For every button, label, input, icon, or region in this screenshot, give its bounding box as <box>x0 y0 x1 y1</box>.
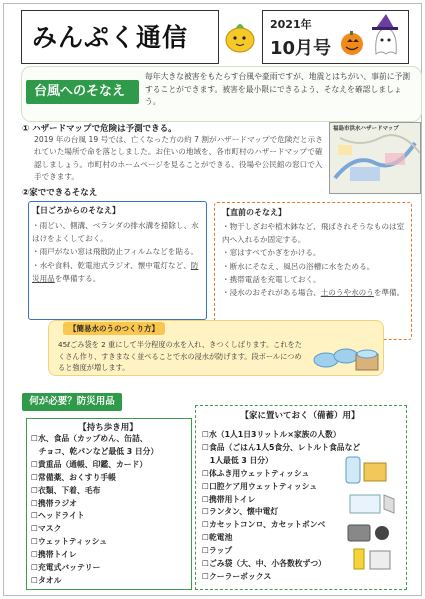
water-bag-illustration-icon <box>312 338 380 376</box>
checklist-item[interactable]: ☐ごみ袋（大、中、小各数枚ずつ） <box>202 559 326 569</box>
list-item: ・携帯電話を充電しておく。 <box>222 274 321 284</box>
issue-month: 10月号 <box>270 38 332 59</box>
hazard-map-body: 2019 年の台風 19 号では、亡くなった方の約 7 割がハザードマップで危険だと示されていた場所で命を落としました。お住いの地域を、各市町村のハザードマップで確認しましょう。市町村のホームページを見ることができる、役場や公民館の窓口で入手できます。 <box>34 135 323 182</box>
typhoon-intro-text: 毎年大きな被害をもたらす台風や豪雨ですが、地震とはちがい、事前に予測することができます。被害を最小限にできるよう、そなえを確認しましょう。 <box>145 72 411 106</box>
checklist-item[interactable]: ☐カセットコンロ、カセットボンベ <box>202 520 326 530</box>
daily-preparation-title: 【日ごろからのそなえ】 <box>32 206 120 215</box>
hazard-map-title: 福島市洪水ハザードマップ <box>333 126 399 132</box>
checklist-item[interactable]: ☐携帯トイレ <box>31 550 77 560</box>
checklist-item: 1人最低 3 日分） <box>202 455 273 465</box>
list-item: ・雨戸がない窓は飛散防止フィルムなどを貼る。 <box>32 247 199 257</box>
checklist-item[interactable]: ☐タオル <box>31 575 62 585</box>
list-item <box>32 259 202 285</box>
list-item-text: ・水や食料、乾電池式ラジオ、懐中電灯など、 <box>32 260 191 270</box>
bosai-goods-title: 何が必要？防災用品 <box>22 393 122 411</box>
checklist-item[interactable]: ☐衣類、下着、毛布 <box>31 485 101 495</box>
checklist-item[interactable]: ☐マスク <box>31 524 62 534</box>
checklist-item[interactable]: ☐常備薬、おくすり手帳 <box>31 472 116 482</box>
checklist-item: チョコ、乾パンなど最低 3 日分） <box>31 446 159 456</box>
checklist-item[interactable]: ☐ウェットティッシュ <box>31 537 108 547</box>
checklist-item[interactable]: ☐ヘッドライト <box>31 511 85 521</box>
typhoon-section-title: 台風へのそなえ <box>26 80 139 104</box>
sandbag-title: 【簡易水のうのつくり方】 <box>63 322 165 335</box>
list-item: ・雨どい、側溝、ベランダの排水溝を掃除し、水はけをよくしておく。 <box>32 221 199 244</box>
hazard-map-image <box>329 122 421 194</box>
daily-preparation-list <box>32 219 202 285</box>
checklist-item[interactable]: ☐ランタン、懐中電灯 <box>202 507 279 517</box>
home-preparation-heading: ②家でできるそなえ <box>22 188 98 198</box>
before-typhoon-list <box>222 220 408 299</box>
list-item: ・窓はすべてかぎをかける。 <box>222 248 321 258</box>
checklist-item[interactable]: ☐乾電池 <box>202 533 233 543</box>
issue-year: 2021年 <box>270 18 312 31</box>
list-item-text: ・浸水のおそれがある場合、 <box>222 288 321 298</box>
mascot-icon <box>222 20 258 58</box>
bosai-goods-link: 防災用品 <box>32 260 199 283</box>
carry-items-title: 【持ち歩き用】 <box>78 423 138 433</box>
list-item <box>222 286 408 299</box>
checklist-item[interactable]: ☐携帯ラジオ <box>31 498 77 508</box>
list-item: ・物干しざおや植木鉢など、飛ばされそうなものは室内へ入れるか固定する。 <box>222 222 405 245</box>
list-item-suffix: を準備する。 <box>54 273 101 283</box>
checklist-item[interactable]: ☐クーラーボックス <box>202 571 272 581</box>
checklist-item[interactable]: ☐口腔ケア用ウェットティッシュ <box>202 481 318 491</box>
newsletter-title: みんぷく通信 <box>32 23 189 52</box>
checklist-item[interactable]: ☐ラップ <box>202 546 233 556</box>
checklist-item[interactable]: ☐充電式バッテリー <box>31 563 101 573</box>
carry-items-list <box>31 433 189 588</box>
list-item: ・断水にそなえ、風呂の浴槽に水をためる。 <box>222 261 375 271</box>
before-typhoon-title: 【直前のそなえ】 <box>222 208 286 217</box>
hazard-map-heading: ① ハザードマップで危険は予測できる。 <box>22 124 177 134</box>
supplies-illustration-icon <box>340 455 400 579</box>
sandbag-body: 45ℓごみ袋を 2 重にして半分程度の水を入れ、きつくしばります。これをたくさん作り、すきまなく並べることで水の浸水が防げます。段ボールにつめると強度が増します。 <box>58 340 302 372</box>
sandbag-link: 土のうや水のう <box>320 288 374 298</box>
stock-items-title: 【家に置いておく（備蓄）用】 <box>240 411 360 421</box>
checklist-item[interactable]: ☐水、食品（カップめん、缶詰、 <box>31 434 148 443</box>
list-item-suffix: を準備。 <box>373 288 405 298</box>
checklist-item[interactable]: ☐体ふき用ウェットティッシュ <box>202 468 310 478</box>
checklist-item[interactable]: ☐携帯用トイレ <box>202 494 256 504</box>
stock-items-list <box>202 429 362 584</box>
halloween-decoration-icon <box>336 14 406 62</box>
checklist-item[interactable]: ☐水（1人1日3リットル×家族の人数） <box>202 430 341 439</box>
checklist-item[interactable]: ☐食品（ごはん1人5食分、レトルト食品など <box>202 442 361 452</box>
checklist-item[interactable]: ☐貴重品（通帳、印鑑、カード） <box>31 459 148 469</box>
